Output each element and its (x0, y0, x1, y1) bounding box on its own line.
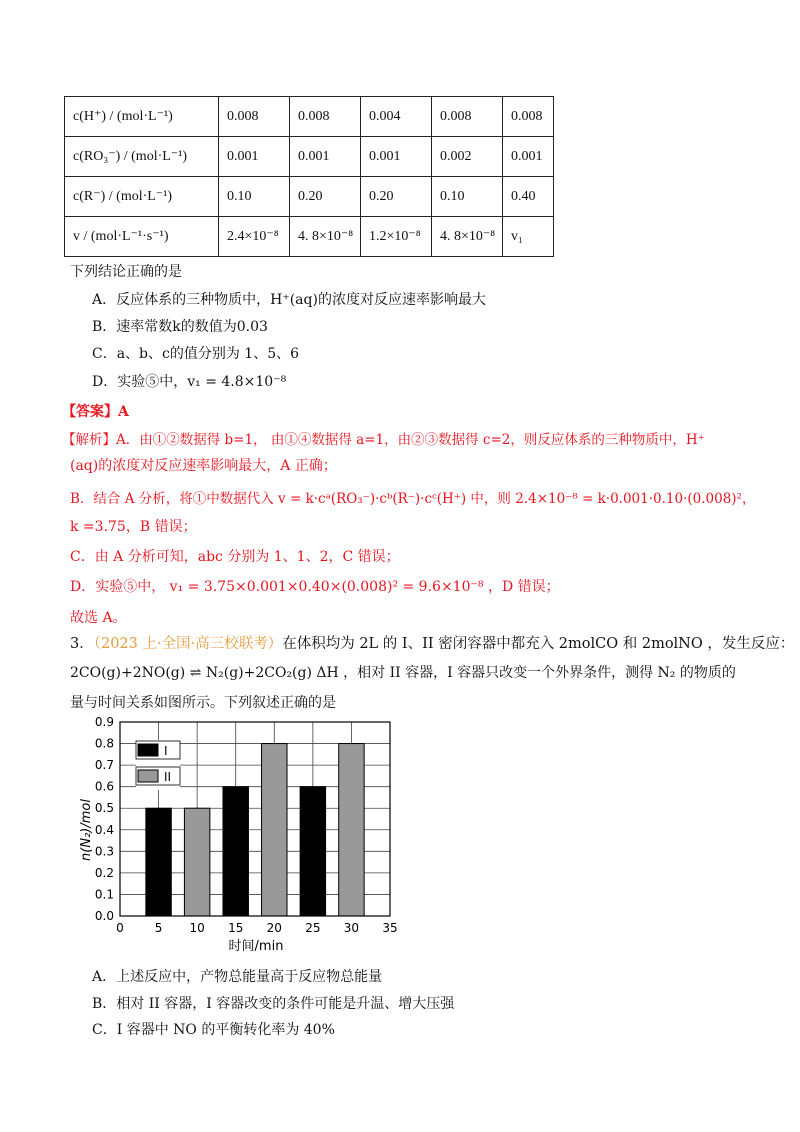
analysis-line: D．实验⑤中， v₁ = 3.75×0.001×0.40×(0.008)² = 9.6×10⁻⁸ ，D 错误； (70, 579, 560, 595)
table-cell: 0.001 (290, 137, 361, 177)
q3-option-a: A．上述反应中，产物总能量高于反应物总能量 (92, 969, 383, 985)
x-tick-label: 10 (189, 921, 205, 935)
x-tick-label: 35 (382, 921, 398, 935)
bar-series-II (262, 744, 287, 916)
legend-swatch-I (138, 744, 158, 756)
row-label: c(R⁻) / (mol·L⁻¹) (65, 177, 219, 217)
q3-stem-line2: 2CO(g)+2NO(g) ⇌ N₂(g)+2CO₂(g) ΔH ，相对 II 容器，I 容器只改变一个外界条件，测得 N₂ 的物质的 (70, 665, 736, 681)
row-label: v / (mol·L⁻¹·s⁻¹) (65, 217, 219, 257)
y-tick-label: 0.8 (94, 736, 114, 751)
analysis-line: 【解析】A．由①②数据得 b=1， 由①④数据得 a=1，由②③数据得 c=2，则反应体系的三种物质中，H⁺ (62, 432, 705, 448)
bar-series-II (339, 744, 364, 916)
y-tick-label: 0.2 (94, 865, 114, 880)
question-source: （2023 上·全国·高三校联考） (93, 636, 283, 652)
q2-option-a: A．反应体系的三种物质中，H⁺(aq)的浓度对反应速率影响最大 (92, 292, 486, 308)
table-cell: 0.004 (361, 97, 432, 137)
q2-stem: 下列结论正确的是 (70, 264, 182, 280)
q2-option-d: D．实验⑤中，v₁ = 4.8×10⁻⁸ (92, 374, 287, 390)
analysis-line: C．由 A 分析可知，abc 分别为 1、1、2，C 错误； (70, 549, 400, 565)
q3-text: 在体积均为 2L 的 I、II 密闭容器中都充入 2molCO 和 2molNO ，发生反应： (282, 636, 795, 652)
table-cell: 0.002 (432, 137, 503, 177)
table-cell: 0.001 (219, 137, 290, 177)
q3-stem-line1 (70, 632, 794, 653)
q2-option-c: C．a、b、c的值分别为 1、5、6 (92, 346, 300, 362)
y-tick-label: 0.5 (94, 801, 114, 816)
x-tick-label: 5 (154, 921, 163, 935)
x-tick-label: 20 (266, 921, 282, 935)
table-row (65, 217, 554, 257)
x-tick-label: 15 (228, 921, 244, 935)
q3-stem-line3: 量与时间关系如图所示。下列叙述正确的是 (70, 695, 336, 711)
q3-option-b: B．相对 II 容器，I 容器改变的条件可能是升温、增大压强 (92, 996, 455, 1012)
table-cell: 0.10 (219, 177, 290, 217)
table-cell: 0.001 (361, 137, 432, 177)
table-cell: v₁ (503, 217, 554, 257)
y-axis-label: n(N₂)/mol (79, 799, 94, 861)
row-label: c(H⁺) / (mol·L⁻¹) (65, 97, 219, 137)
legend-label: II (164, 770, 172, 784)
analysis-line: 故选 A。 (70, 610, 127, 626)
n2-amount-bar-chart (72, 712, 412, 960)
q2-answer: 【答案】A (62, 404, 129, 420)
table-row (65, 97, 554, 137)
q2-option-b: B．速率常数k的数值为0.03 (92, 319, 268, 335)
chart-legend (136, 740, 180, 790)
x-tick-label: 30 (343, 921, 360, 935)
y-tick-label: 0.0 (94, 909, 114, 923)
analysis-line: B．结合 A 分析，将①中数据代入 v = k·cᵃ(RO₃⁻)·cᵇ(R⁻)·cᶜ(H⁺) 中，则 2.4×10⁻⁸ = k·0.001·0.10·(0.008)²， (70, 491, 756, 507)
row-label: c(RO₃⁻) / (mol·L⁻¹) (65, 137, 219, 177)
analysis-line: k =3.75，B 错误； (70, 519, 197, 535)
table-cell: 0.008 (290, 97, 361, 137)
y-tick-label: 0.1 (94, 887, 114, 902)
table-cell: 1.2×10⁻⁸ (361, 217, 432, 257)
analysis-line: (aq)的浓度对反应速率影响最大，A 正确； (70, 458, 337, 474)
table-cell: 4. 8×10⁻⁸ (290, 217, 361, 257)
x-tick-label: 0 (116, 921, 124, 935)
table-cell: 0.40 (503, 177, 554, 217)
table-cell: 0.001 (503, 137, 554, 177)
y-tick-label: 0.9 (94, 715, 114, 729)
q3-option-c: C．I 容器中 NO 的平衡转化率为 40% (92, 1022, 335, 1038)
bar-series-I (223, 787, 248, 916)
table-cell: 0.008 (219, 97, 290, 137)
experiment-table (64, 96, 554, 257)
table-cell: 0.10 (432, 177, 503, 217)
table-cell: 0.008 (432, 97, 503, 137)
table-row (65, 137, 554, 177)
bar-series-I (146, 808, 171, 916)
table-cell: 4. 8×10⁻⁸ (432, 217, 503, 257)
table-cell: 0.008 (503, 97, 554, 137)
bar-series-I (300, 787, 325, 916)
y-tick-label: 0.3 (94, 844, 114, 859)
y-tick-label: 0.7 (94, 758, 114, 773)
bar-series-II (184, 808, 209, 916)
legend-swatch-II (138, 770, 158, 782)
x-tick-label: 25 (305, 921, 321, 935)
x-axis-label: 时间/min (228, 939, 284, 954)
table-row (65, 177, 554, 217)
question-number: 3． (70, 636, 94, 652)
table-cell: 2.4×10⁻⁸ (219, 217, 290, 257)
table-cell: 0.20 (361, 177, 432, 217)
legend-label: I (164, 744, 168, 758)
table-cell: 0.20 (290, 177, 361, 217)
y-tick-label: 0.4 (94, 822, 114, 837)
y-tick-label: 0.6 (94, 779, 114, 794)
